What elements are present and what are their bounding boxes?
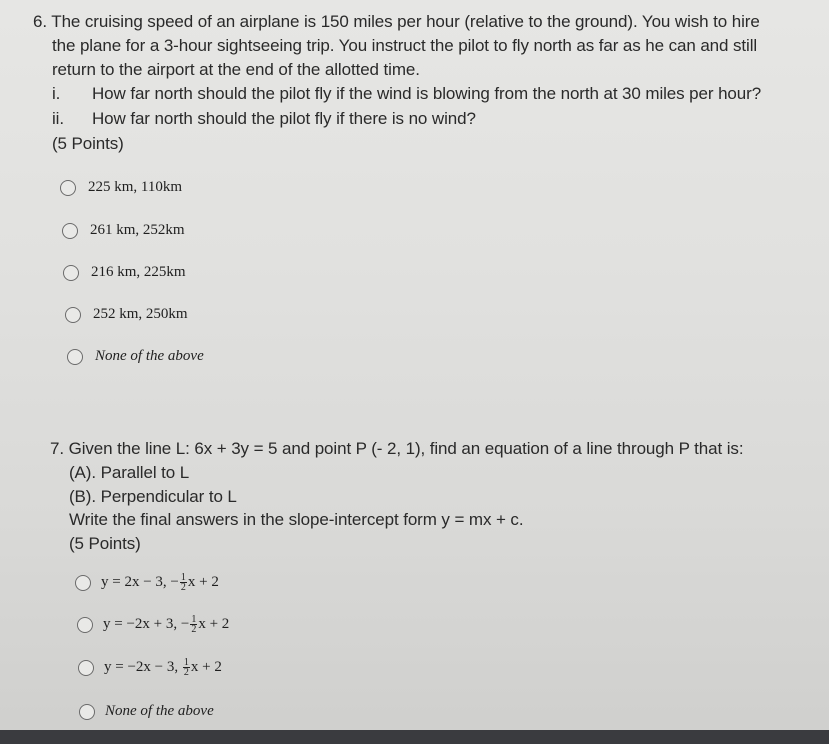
fraction [180, 573, 187, 592]
q7-option-2[interactable] [77, 615, 229, 634]
q7-option-3[interactable] [78, 658, 222, 677]
q6-option-2[interactable] [62, 222, 185, 239]
q7-option-4[interactable] [79, 703, 214, 720]
option-label [104, 658, 222, 677]
option-label: None of the above [105, 703, 214, 719]
option-label: 216 km, 225km [91, 264, 186, 280]
radio-button[interactable] [75, 575, 91, 591]
fraction-numerator: 1 [183, 657, 189, 668]
question-6-sub-ii [52, 106, 476, 131]
radio-button[interactable] [78, 660, 94, 676]
fraction-numerator: 1 [191, 614, 197, 625]
fraction [190, 615, 197, 634]
sub-ii-text: How far north should the pilot fly if there is no wind? [92, 109, 476, 128]
question-7-points: (5 Points) [69, 534, 141, 553]
question-7-line-2: (A). Parallel to L [69, 463, 190, 482]
q6-option-1[interactable] [60, 179, 182, 196]
question-7-line-1: 7. Given the line L: 6x + 3y = 5 and point P (- 2, 1), find an equation of a line through P that is: [50, 439, 744, 458]
option-expression-tail: x + 2 [190, 658, 222, 675]
question-6-sub-i [52, 81, 762, 106]
option-label [101, 573, 219, 592]
question-6-line-2: the plane for a 3-hour sightseeing trip. You instruct the pilot to fly north as far as he can and still [52, 36, 758, 55]
question-7-line-3: (B). Perpendicular to L [69, 487, 237, 506]
radio-button[interactable] [62, 223, 78, 239]
q7-option-1[interactable] [75, 573, 219, 592]
radio-button[interactable] [63, 265, 79, 281]
option-expression-tail: x + 2 [187, 573, 219, 590]
sub-i-text: How far north should the pilot fly if the wind is blowing from the north at 30 miles per hour? [92, 84, 762, 103]
question-7-line-4: Write the final answers in the slope-intercept form y = mx + c. [69, 510, 524, 529]
q6-option-4[interactable] [65, 306, 188, 323]
radio-button[interactable] [60, 180, 76, 196]
option-label: None of the above [95, 348, 204, 364]
screen-bottom-edge [0, 730, 829, 744]
option-label: 252 km, 250km [93, 306, 188, 322]
option-expression: y = 2x − 3, − [101, 573, 179, 590]
fraction [183, 658, 190, 677]
q6-option-5[interactable] [67, 348, 204, 365]
option-label [103, 615, 229, 634]
q6-option-3[interactable] [63, 264, 186, 281]
sub-ii-number: ii. [52, 109, 64, 128]
question-6-points: (5 Points) [52, 134, 124, 153]
radio-button[interactable] [79, 704, 95, 720]
option-expression-tail: x + 2 [198, 615, 230, 632]
fraction-denominator: 2 [183, 667, 189, 678]
sub-i-number: i. [52, 84, 61, 103]
option-expression: y = −2x + 3, − [103, 615, 190, 632]
fraction-denominator: 2 [180, 582, 186, 593]
option-label: 225 km, 110km [88, 179, 183, 195]
radio-button[interactable] [77, 617, 93, 633]
option-expression: y = −2x − 3, [104, 658, 182, 675]
option-label: 261 km, 252km [90, 222, 185, 238]
radio-button[interactable] [67, 349, 83, 365]
radio-button[interactable] [65, 307, 81, 323]
question-6-line-3: return to the airport at the end of the allotted time. [52, 60, 420, 79]
fraction-numerator: 1 [180, 572, 186, 583]
question-6-line-1: 6. The cruising speed of an airplane is 150 miles per hour (relative to the ground). You wish to hire [33, 12, 760, 31]
fraction-denominator: 2 [191, 624, 197, 635]
